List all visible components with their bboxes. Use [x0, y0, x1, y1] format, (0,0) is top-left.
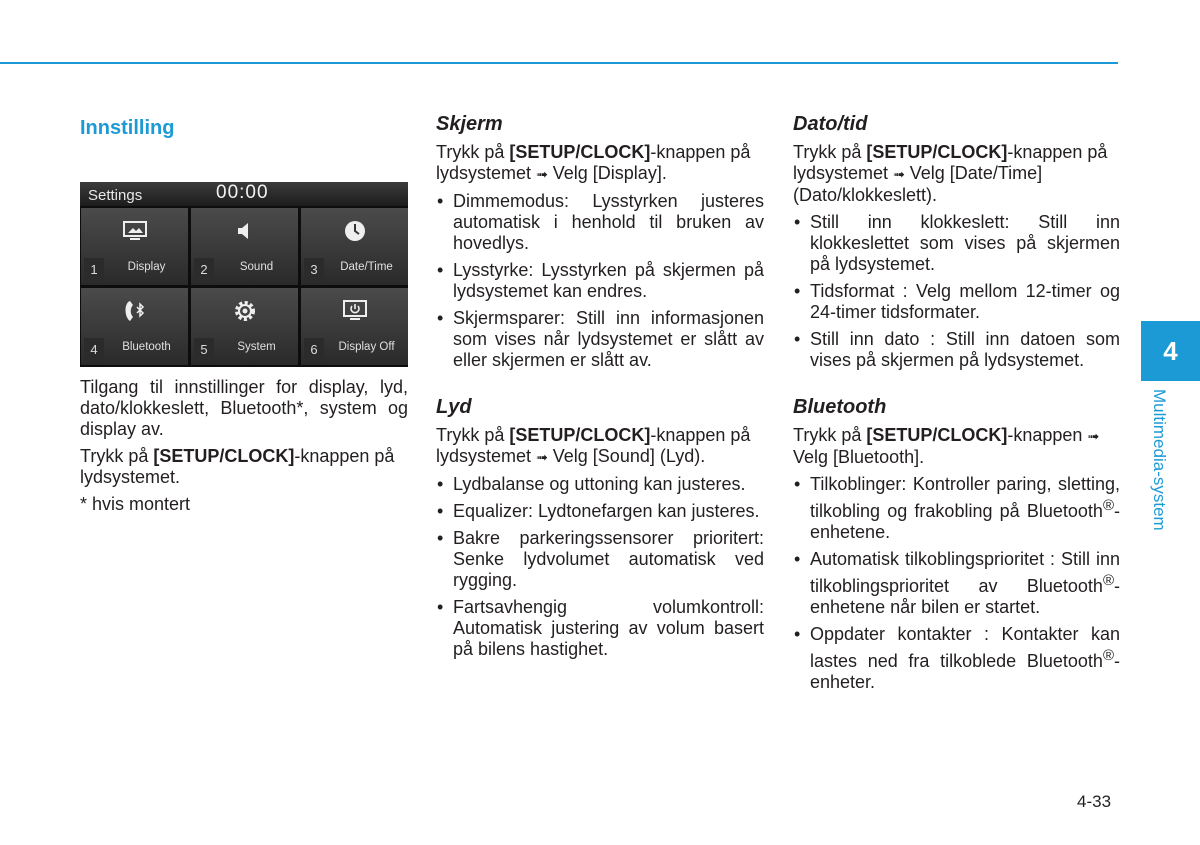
- text-segment: Trykk på: [436, 142, 510, 162]
- list-item: • Equalizer: Lydtonefargen kan justeres.: [436, 501, 764, 522]
- screen-title: Settings: [88, 187, 143, 204]
- tile-date-time: [301, 208, 408, 285]
- tile-system: [191, 288, 298, 365]
- screen-clock: 00:00: [216, 182, 269, 203]
- text-segment: Velg [Sound] (Lyd).: [547, 446, 706, 466]
- list-item: [793, 549, 1120, 618]
- display-icon: [81, 216, 188, 246]
- settings-screen-image: [80, 182, 408, 367]
- tile-label: Date/Time: [340, 261, 393, 273]
- list-item: • Bakre parkeringssensorer prioritert: Senke lydvolumet automatisk ved rygging.: [436, 528, 764, 591]
- chapter-label: [1149, 389, 1189, 554]
- tile-label: Display: [127, 261, 166, 273]
- bluetooth-phone-icon: [81, 296, 188, 326]
- lyd-list: [436, 474, 764, 660]
- registered-mark: ®: [1102, 497, 1114, 514]
- intro-instruction: [80, 446, 408, 488]
- text-segment: Trykk på: [793, 425, 867, 445]
- text-segment: Trykk på: [793, 142, 867, 162]
- gear-icon: [191, 296, 298, 326]
- arrow-icon: ➟: [1087, 428, 1100, 444]
- registered-mark: ®: [1102, 572, 1114, 589]
- list-item: [793, 474, 1120, 543]
- header-rule: [0, 62, 1118, 64]
- text-segment: -knappen på lydsystemet.: [80, 446, 395, 487]
- skjerm-instruction: [436, 142, 764, 185]
- text-segment: Trykk på: [436, 425, 510, 445]
- intro-paragraph: Tilgang til innstillinger for display, lyd, dato/klokkeslett, Bluetooth*, system og display av.: [80, 377, 408, 439]
- settings-grid: [81, 208, 408, 366]
- tile-label: System: [237, 341, 276, 353]
- button-reference: [SETUP/CLOCK]: [866, 425, 1008, 445]
- text-segment: Velg [Date/Time] (Dato/klokkeslett).: [793, 163, 1043, 205]
- text-segment: Tilkoblinger: Kontroller paring, sletting, tilkobling og frakobling på Bluetooth: [810, 474, 1120, 521]
- tile-bluetooth: [81, 288, 188, 365]
- list-item: • Fartsavhengig volumkontroll: Automatisk justering av volum basert på bilens hastighet.: [436, 597, 764, 660]
- tile-label: Sound: [239, 261, 274, 273]
- column-right: [793, 112, 1120, 699]
- tile-number: 2: [194, 258, 214, 281]
- column-middle: [436, 112, 764, 666]
- display-off-icon: [301, 296, 408, 326]
- chapter-label-text: Multimedia-system: [1150, 389, 1169, 531]
- speaker-icon: [191, 216, 298, 246]
- list-item: [793, 624, 1120, 693]
- tile-display-off: [301, 288, 408, 365]
- tile-label: Bluetooth: [122, 341, 171, 353]
- text-segment: -knappen på lydsystemet: [436, 425, 751, 466]
- arrow-icon: ➟: [536, 166, 548, 182]
- tile-number: 6: [304, 338, 324, 361]
- tile-display: [81, 208, 188, 285]
- text-segment: Automatisk tilkoblingsprioritet : Still inn tilkoblingsprioritet av Bluetooth: [810, 549, 1120, 596]
- list-item: • Still inn klokkeslett: Still inn klokkeslettet som vises på skjermen på lydsystemet.: [793, 212, 1120, 275]
- list-item: • Tidsformat : Velg mellom 12-timer og 24-timer tidsformater.: [793, 281, 1120, 323]
- list-item: • Dimmemodus: Lysstyrken justeres automatisk i henhold til bruken av hovedlys.: [436, 191, 764, 254]
- text-segment: Velg [Bluetooth].: [793, 447, 925, 467]
- button-reference: [SETUP/CLOCK]: [509, 425, 651, 445]
- button-reference: [SETUP/CLOCK]: [866, 142, 1008, 162]
- tile-number: 1: [84, 258, 104, 281]
- lyd-instruction: [436, 425, 764, 468]
- text-segment: -knappen på lydsystemet: [793, 142, 1108, 183]
- arrow-icon: ➟: [893, 166, 905, 182]
- text-segment: Velg [Display].: [547, 163, 667, 183]
- subsection-title-bluetooth: Bluetooth: [793, 396, 887, 418]
- text-segment: -knappen: [1007, 425, 1088, 445]
- clock-icon: [301, 216, 408, 246]
- page-number: 4-33: [1077, 792, 1112, 811]
- list-item: • Skjermsparer: Still inn informasjonen som vises når lydsystemet er slått av eller skjermen er slått av.: [436, 308, 764, 371]
- tile-label: Display Off: [338, 341, 395, 353]
- text-segment: -knappen på lydsystemet: [436, 142, 751, 183]
- tile-number: 5: [194, 338, 214, 361]
- footnote: * hvis montert: [80, 494, 191, 514]
- subsection-title-skjerm: Skjerm: [436, 113, 503, 135]
- text-segment: Trykk på: [80, 446, 154, 466]
- registered-mark: ®: [1102, 647, 1114, 664]
- list-item: • Lydbalanse og uttoning kan justeres.: [436, 474, 764, 495]
- skjerm-list: [436, 191, 764, 371]
- button-reference: [SETUP/CLOCK]: [509, 142, 651, 162]
- datotid-list: [793, 212, 1120, 371]
- list-item: • Lysstyrke: Lysstyrken på skjermen på lydsystemet kan endres.: [436, 260, 764, 302]
- tile-number: 4: [84, 338, 104, 361]
- subsection-title-lyd: Lyd: [436, 396, 472, 418]
- arrow-icon: ➟: [536, 449, 548, 465]
- screen-header: [80, 182, 408, 206]
- text-segment: -enheter.: [810, 651, 1120, 692]
- text-segment: -enhetene.: [810, 501, 1120, 542]
- subsection-title-dato-tid: Dato/tid: [793, 113, 868, 135]
- column-left: [80, 112, 408, 521]
- section-title: Innstilling: [80, 117, 175, 139]
- button-reference: [SETUP/CLOCK]: [153, 446, 295, 466]
- tile-number: 3: [304, 258, 324, 281]
- chapter-tab: [1141, 321, 1200, 381]
- chapter-number: 4: [1163, 336, 1178, 366]
- text-segment: Oppdater kontakter : Kontakter kan lastes ned fra tilkoblede Bluetooth: [810, 624, 1120, 671]
- datotid-instruction: [793, 142, 1120, 206]
- list-item: • Still inn dato : Still inn datoen som vises på skjermen på lydsystemet.: [793, 329, 1120, 371]
- tile-sound: [191, 208, 298, 285]
- text-segment: -enhetene når bilen er startet.: [810, 576, 1120, 617]
- bluetooth-list: [793, 474, 1120, 693]
- bluetooth-instruction: [793, 425, 1120, 468]
